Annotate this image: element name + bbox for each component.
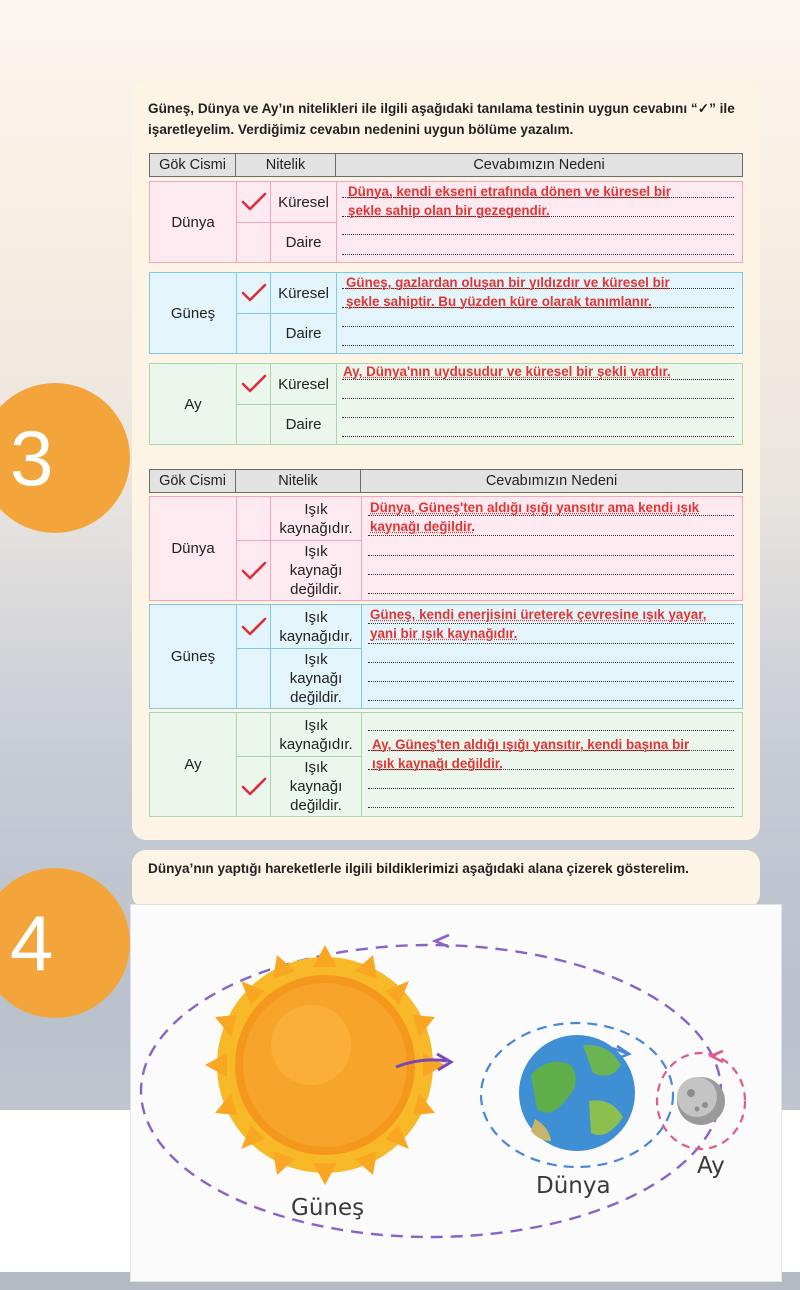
- dotted-line: [368, 643, 734, 644]
- section-number: 4: [10, 898, 54, 987]
- celestial-body-name: Ay: [184, 395, 202, 413]
- dotted-line: [342, 345, 734, 346]
- answer-text: yani bir ışık kaynağıdır.: [370, 626, 518, 641]
- dotted-line: [342, 326, 734, 327]
- celestial-body-name: Dünya: [171, 213, 215, 231]
- checkbox-kuresel[interactable]: [236, 273, 270, 313]
- table1-header-body: Gök Cismi: [150, 154, 236, 176]
- dotted-line: [342, 234, 734, 235]
- option-label: Daire: [270, 404, 336, 444]
- earth-label: Dünya: [536, 1173, 611, 1199]
- checkmark-icon: [240, 191, 268, 213]
- checkbox-daire[interactable]: [236, 222, 270, 262]
- option-label: Küresel: [270, 273, 336, 313]
- option-label: Daire: [270, 222, 336, 262]
- table2-header-body: Gök Cismi: [150, 470, 236, 492]
- checkbox-isik-kaynagi-degil[interactable]: [236, 756, 270, 816]
- answer-text: Güneş, gazlardan oluşan bir yıldızdır ve küresel bir: [346, 275, 670, 290]
- dotted-line: [342, 398, 734, 399]
- option-label: Işık kaynağı değildir.: [270, 756, 361, 816]
- dotted-line: [368, 681, 734, 682]
- checkmark-icon: [240, 373, 268, 395]
- moon-icon: [677, 1077, 725, 1125]
- drawing-area[interactable]: [130, 904, 782, 1282]
- dotted-line: [368, 574, 734, 575]
- table1-header-property: Nitelik: [236, 154, 336, 176]
- option-label: Işık kaynağıdır.: [270, 497, 361, 540]
- dotted-line: [342, 417, 734, 418]
- answer-text: ışık kaynağı değildir.: [372, 756, 503, 771]
- option-label: Işık kaynağı değildir.: [270, 540, 361, 600]
- option-label: Işık kaynağı değildir.: [270, 648, 361, 708]
- checkbox-isik-kaynagi[interactable]: [236, 605, 270, 648]
- answer-text: Dünya, Güneş'ten aldığı ışığı yansıtır ama kendi ışık: [370, 500, 700, 515]
- dotted-line: [368, 662, 734, 663]
- answer-text: Güneş, kendi enerjisini üreterek çevresine ışık yayar,: [370, 607, 707, 622]
- dotted-line: [368, 807, 734, 808]
- answer-text: Dünya, kendi ekseni etrafında dönen ve küresel bir: [348, 184, 671, 199]
- sun-icon: [205, 945, 445, 1185]
- dotted-line: [342, 254, 734, 255]
- section3-instructions: Güneş, Dünya ve Ay’ın nitelikleri ile ilgili aşağıdaki tanılama testinin uygun cevabını “✓” ile işaretleyelim. Verdiğimiz cevabın nedenini uygun bölüme yazalım.: [148, 101, 735, 137]
- section4-instructions: Dünya’nın yaptığı hareketlerle ilgili bildiklerimizi aşağıdaki alana çizerek gösterelim.: [148, 861, 689, 876]
- dotted-line: [368, 593, 734, 594]
- checkbox-isik-kaynagi-degil[interactable]: [236, 648, 270, 708]
- checkbox-daire[interactable]: [236, 313, 270, 353]
- dotted-line: [342, 436, 734, 437]
- dotted-line: [368, 788, 734, 789]
- table2-header: [149, 469, 743, 493]
- checkbox-isik-kaynagi[interactable]: [236, 713, 270, 756]
- option-label: Işık kaynağıdır.: [270, 605, 361, 648]
- celestial-body-name: Ay: [184, 756, 202, 773]
- checkbox-daire[interactable]: [236, 404, 270, 444]
- moon-orbit-arrow-icon: [711, 1051, 723, 1062]
- checkmark-icon: [240, 282, 268, 304]
- dotted-line: [368, 730, 734, 731]
- answer-text: şekle sahip olan bir gezegendir.: [348, 203, 550, 218]
- section-number-badge: [0, 383, 130, 533]
- table1-header: [149, 153, 743, 177]
- checkbox-isik-kaynagi-degil[interactable]: [236, 540, 270, 600]
- dotted-line: [368, 700, 734, 701]
- checkmark-icon: [240, 560, 268, 582]
- moon-label: Ay: [697, 1153, 725, 1179]
- sun-label: Güneş: [291, 1195, 365, 1221]
- section-number: 3: [10, 413, 54, 502]
- option-label: Küresel: [270, 364, 336, 404]
- answer-text: şekle sahiptir. Bu yüzden küre olarak tanımlanır.: [346, 294, 652, 309]
- table1-header-reason: Cevabımızın Nedeni: [473, 157, 605, 173]
- option-label: Daire: [270, 313, 336, 353]
- earth-icon: [519, 1035, 635, 1151]
- dotted-line: [368, 555, 734, 556]
- celestial-body-name: Güneş: [170, 648, 216, 665]
- option-label: Küresel: [270, 182, 336, 222]
- checkmark-icon: [240, 616, 268, 638]
- checkmark-icon: [240, 776, 268, 798]
- answer-text: kaynağı değildir.: [370, 519, 475, 534]
- solar-system-drawing: [131, 905, 783, 1283]
- table2-header-property: Nitelik: [236, 470, 361, 492]
- checkbox-isik-kaynagi[interactable]: [236, 497, 270, 540]
- celestial-body-name: Güneş: [170, 304, 216, 322]
- checkbox-kuresel[interactable]: [236, 182, 270, 222]
- celestial-body-name: Dünya: [171, 540, 215, 557]
- answer-text: Ay, Dünya'nın uydusudur ve küresel bir şekli vardır.: [343, 364, 671, 379]
- table2-header-reason: Cevabımızın Nedeni: [485, 473, 618, 489]
- section-number-badge: [0, 868, 130, 1018]
- answer-text: Ay, Güneş'ten aldığı ışığı yansıtır, kendi başına bir: [372, 737, 690, 752]
- checkbox-kuresel[interactable]: [236, 364, 270, 404]
- option-label: Işık kaynağıdır.: [270, 713, 361, 756]
